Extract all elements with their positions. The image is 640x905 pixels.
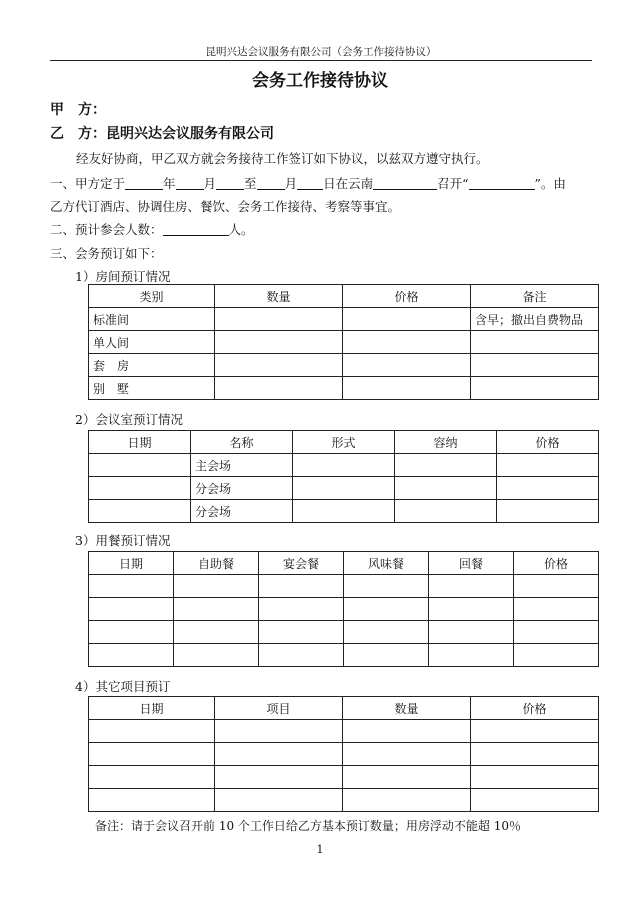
table-cell[interactable] <box>293 500 395 523</box>
table-row <box>89 354 599 377</box>
meeting-header-cell: 日期 <box>89 431 191 454</box>
table-cell[interactable] <box>344 644 429 667</box>
year-label: 年 <box>163 176 176 191</box>
meeting-header-row <box>89 431 599 454</box>
table-cell[interactable] <box>215 377 343 400</box>
header-rule <box>50 60 592 61</box>
table-row <box>89 644 599 667</box>
document-title: 会务工作接待协议 <box>252 71 388 91</box>
quote-open: “ <box>462 176 469 191</box>
table-cell[interactable] <box>514 575 599 598</box>
rooms-header-row <box>89 285 599 308</box>
table-row <box>89 789 599 812</box>
table-cell[interactable] <box>471 720 599 743</box>
meeting-section-title: 2）会议室预订情况 <box>75 412 183 427</box>
table-cell[interactable] <box>89 789 215 812</box>
table-row <box>89 598 599 621</box>
meeting-name-blank[interactable] <box>469 177 535 190</box>
clause-1-line-1 <box>50 174 566 192</box>
table-row <box>89 720 599 743</box>
table-cell[interactable] <box>215 789 343 812</box>
table-cell[interactable] <box>215 308 343 331</box>
rooms-header-cell: 类别 <box>89 285 215 308</box>
table-cell[interactable] <box>343 743 471 766</box>
table-row <box>89 308 599 331</box>
end-day-blank[interactable] <box>297 177 323 190</box>
table-cell[interactable] <box>174 644 259 667</box>
table-row <box>89 454 599 477</box>
quote-close: ”。由 <box>534 176 566 191</box>
table-cell: 标准间 <box>89 308 215 331</box>
table-cell[interactable] <box>174 621 259 644</box>
table-row <box>89 766 599 789</box>
table-cell[interactable] <box>429 598 514 621</box>
table-cell[interactable] <box>89 644 174 667</box>
clause-3-line: 三、会务预订如下： <box>50 246 163 261</box>
meeting-room-table <box>88 430 599 523</box>
table-cell[interactable] <box>89 766 215 789</box>
other-header-cell: 数量 <box>343 697 471 720</box>
table-cell: 单人间 <box>89 331 215 354</box>
table-row <box>89 621 599 644</box>
footnote: 备注：请于会议召开前 10 个工作日给乙方基本预订数量；用房浮动不能超 10％ <box>95 819 521 833</box>
convene-label: 召开 <box>437 176 463 191</box>
other-header-row <box>89 697 599 720</box>
table-cell[interactable] <box>259 644 344 667</box>
party-b-line <box>50 123 274 143</box>
month-label: 月 <box>203 176 217 191</box>
table-cell[interactable] <box>89 454 191 477</box>
year-blank[interactable] <box>125 177 163 190</box>
table-cell[interactable] <box>471 766 599 789</box>
table-cell[interactable] <box>343 720 471 743</box>
day-blank[interactable] <box>216 177 244 190</box>
dining-header-cell: 自助餐 <box>174 552 259 575</box>
rooms-section-title: 1）房间预订情况 <box>75 269 171 284</box>
other-header-cell: 价格 <box>471 697 599 720</box>
table-cell: 含早；撤出自费物品 <box>471 308 599 331</box>
table-cell[interactable] <box>429 575 514 598</box>
meeting-header-cell: 价格 <box>497 431 599 454</box>
table-cell[interactable] <box>471 377 599 400</box>
rooms-header-cell: 数量 <box>215 285 343 308</box>
table-cell[interactable] <box>343 308 471 331</box>
table-cell[interactable] <box>215 743 343 766</box>
table-cell[interactable] <box>89 575 174 598</box>
meeting-header-cell: 名称 <box>191 431 293 454</box>
table-cell[interactable] <box>215 354 343 377</box>
table-cell: 分会场 <box>191 477 293 500</box>
table-cell[interactable] <box>89 720 215 743</box>
other-header-cell: 项目 <box>215 697 343 720</box>
table-cell[interactable] <box>514 644 599 667</box>
place-blank[interactable] <box>373 177 437 190</box>
table-cell[interactable] <box>497 477 599 500</box>
table-cell[interactable] <box>471 789 599 812</box>
table-cell[interactable] <box>471 743 599 766</box>
other-header-cell: 日期 <box>89 697 215 720</box>
table-cell: 套 房 <box>89 354 215 377</box>
clause-2-unit: 人。 <box>228 222 254 237</box>
table-row <box>89 743 599 766</box>
table-cell[interactable] <box>259 575 344 598</box>
table-cell[interactable] <box>215 720 343 743</box>
table-cell[interactable] <box>514 598 599 621</box>
rooms-header-cell: 备注 <box>471 285 599 308</box>
party-a-line <box>50 99 106 119</box>
other-section-title: 4）其它项目预订 <box>75 679 171 694</box>
meeting-header-cell: 形式 <box>293 431 395 454</box>
table-cell[interactable] <box>215 766 343 789</box>
table-cell[interactable] <box>343 789 471 812</box>
party-a-label: 甲 方： <box>50 102 106 118</box>
table-cell[interactable] <box>89 598 174 621</box>
dining-header-row <box>89 552 599 575</box>
dining-header-cell: 回餐 <box>429 552 514 575</box>
clause-1-line-2: 乙方代订酒店、协调住房、餐饮、会务工作接待、考察等事宜。 <box>50 199 401 214</box>
party-b-name: 昆明兴达会议服务有限公司 <box>106 126 274 142</box>
table-cell[interactable] <box>471 354 599 377</box>
place-label: 日在云南 <box>323 176 374 191</box>
table-row <box>89 575 599 598</box>
table-cell[interactable] <box>497 500 599 523</box>
table-cell[interactable] <box>395 500 497 523</box>
attendees-blank[interactable] <box>163 223 229 236</box>
table-cell[interactable] <box>343 331 471 354</box>
table-row <box>89 500 599 523</box>
dining-table <box>88 551 599 667</box>
end-month-blank[interactable] <box>257 177 285 190</box>
table-cell[interactable] <box>89 477 191 500</box>
dining-header-cell: 风味餐 <box>344 552 429 575</box>
dining-header-cell: 日期 <box>89 552 174 575</box>
table-cell[interactable] <box>344 575 429 598</box>
table-cell[interactable] <box>89 743 215 766</box>
rooms-table <box>88 284 599 400</box>
table-cell[interactable] <box>429 621 514 644</box>
to-label: 至 <box>244 176 257 191</box>
table-cell[interactable] <box>343 354 471 377</box>
table-cell[interactable] <box>344 621 429 644</box>
table-cell[interactable] <box>215 331 343 354</box>
table-cell[interactable] <box>259 598 344 621</box>
dining-header-cell: 价格 <box>514 552 599 575</box>
table-cell[interactable] <box>344 598 429 621</box>
table-cell[interactable] <box>343 377 471 400</box>
table-cell[interactable] <box>89 621 174 644</box>
table-cell[interactable] <box>497 454 599 477</box>
page-number: 1 <box>316 843 324 856</box>
clause-2-label: 二、预计参会人数： <box>50 222 163 237</box>
clause-2-line <box>50 220 254 238</box>
table-cell: 别 墅 <box>89 377 215 400</box>
table-row <box>89 377 599 400</box>
table-cell[interactable] <box>471 331 599 354</box>
page-header: 昆明兴达会议服务有限公司（会务工作接待协议） <box>205 46 437 58</box>
meeting-header-cell: 容纳 <box>395 431 497 454</box>
table-cell[interactable] <box>395 477 497 500</box>
dining-section-title: 3）用餐预订情况 <box>75 533 171 548</box>
table-cell[interactable] <box>174 598 259 621</box>
table-cell[interactable] <box>429 644 514 667</box>
party-b-label: 乙 方： <box>50 126 106 142</box>
table-row <box>89 477 599 500</box>
table-cell[interactable] <box>259 621 344 644</box>
rooms-header-cell: 价格 <box>343 285 471 308</box>
intro-text: 经友好协商，甲乙双方就会务接待工作签订如下协议，以兹双方遵守执行。 <box>76 151 489 166</box>
table-cell[interactable] <box>343 766 471 789</box>
dining-header-cell: 宴会餐 <box>259 552 344 575</box>
table-cell[interactable] <box>395 454 497 477</box>
table-cell[interactable] <box>293 454 395 477</box>
table-cell[interactable] <box>174 575 259 598</box>
table-row <box>89 331 599 354</box>
table-cell[interactable] <box>514 621 599 644</box>
month2-label: 月 <box>284 176 298 191</box>
clause-1-prefix: 一、甲方定于 <box>50 176 126 191</box>
table-cell: 主会场 <box>191 454 293 477</box>
table-cell[interactable] <box>293 477 395 500</box>
table-cell[interactable] <box>89 500 191 523</box>
table-cell: 分会场 <box>191 500 293 523</box>
other-items-table <box>88 696 599 812</box>
month-blank[interactable] <box>176 177 204 190</box>
